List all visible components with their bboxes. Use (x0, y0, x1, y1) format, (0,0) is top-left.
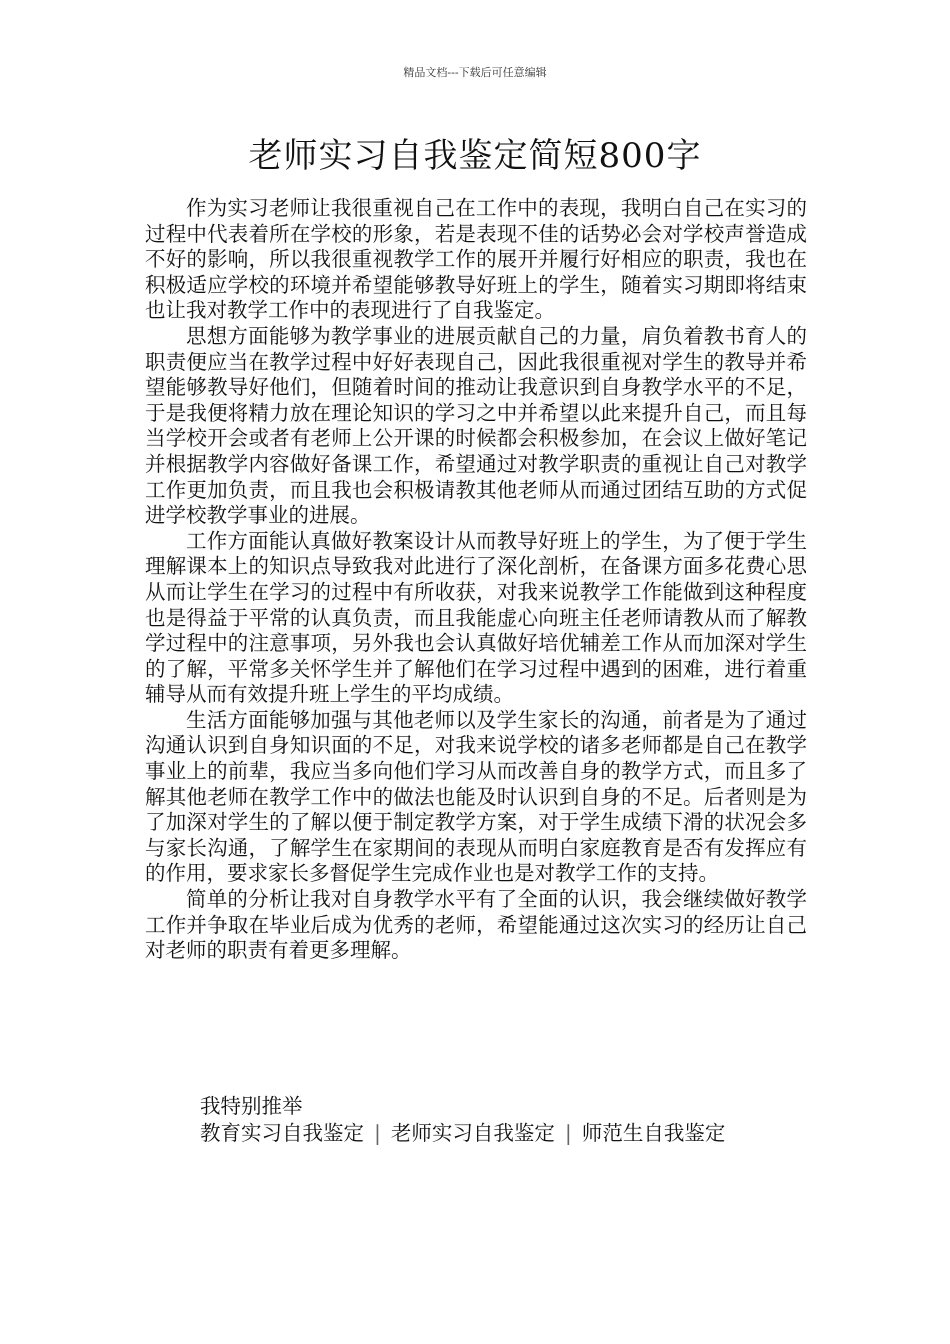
paragraph-life: 生活方面能够加强与其他老师以及学生家长的沟通，前者是为了通过沟通认识到自身知识面的不足，对我来说学校的诸多老师都是自己在教学事业上的前辈，我应当多向他们学习从而改善自身的教学方式，而且多了解其他老师在教学工作中的做法也能及时认识到自身的不足。后者则是为了加深对学生的了解以便于制定教学方案，对于学生成绩下滑的状况会多与家长沟通，了解学生在家期间的表现从而明白家庭教育是否有发挥应有的作用，要求家长多督促学生完成作业也是对教学工作的支持。 (145, 707, 807, 886)
paragraph-thought: 思想方面能够为教学事业的进展贡献自己的力量，肩负着教书育人的职责便应当在教学过程中好好表现自己，因此我很重视对学生的教导并希望能够教导好他们，但随着时间的推动让我意识到自身教学水平的不足，于是我便将精力放在理论知识的学习之中并希望以此来提升自己，而且每当学校开会或者有老师上公开课的时候都会积极参加，在会议上做好笔记并根据教学内容做好备课工作，希望通过对教学职责的重视让自己对教学工作更加负责，而且我也会积极请教其他老师从而通过团结互助的方式促进学校教学事业的进展。 (145, 323, 807, 528)
recommend-link-education-internship[interactable]: 教育实习自我鉴定 (200, 1121, 364, 1145)
header-note: 精品文档---下载后可任意编辑 (403, 66, 547, 79)
document-body (145, 196, 807, 964)
link-separator: | (564, 1121, 572, 1145)
recommend-link-normal-student[interactable]: 师范生自我鉴定 (581, 1121, 726, 1145)
recommend-heading: 我特别推举 (200, 1094, 303, 1118)
link-separator: | (374, 1121, 381, 1145)
paragraph-summary: 简单的分析让我对自身教学水平有了全面的认识，我会继续做好教学工作并争取在毕业后成为优秀的老师，希望能通过这次实习的经历让自己对老师的职责有着更多理解。 (145, 887, 807, 963)
paragraph-work: 工作方面能认真做好教案设计从而教导好班上的学生，为了便于学生理解课本上的知识点导致我对此进行了深化剖析，在备课方面多花费心思从而让学生在学习的过程中有所收获，对我来说教学工作能做到这种程度也是得益于平常的认真负责，而且我能虚心向班主任老师请教从而了解教学过程中的注意事项，另外我也会认真做好培优辅差工作从而加深对学生的了解，平常多关怀学生并了解他们在学习过程中遇到的困难，进行着重辅导从而有效提升班上学生的平均成绩。 (145, 528, 807, 707)
recommend-link-teacher-internship[interactable]: 老师实习自我鉴定 (390, 1121, 555, 1145)
document-title: 老师实习自我鉴定简短800字 (248, 136, 702, 176)
paragraph-intro: 作为实习老师让我很重视自己在工作中的表现，我明白自己在实习的过程中代表着所在学校的形象，若是表现不佳的话势必会对学校声誉造成不好的影响，所以我很重视教学工作的展开并履行好相应的职责，我也在积极适应学校的环境并希望能够教导好班上的学生，随着实习期即将结束也让我对教学工作中的表现进行了自我鉴定。 (145, 196, 807, 323)
recommend-section (200, 1094, 820, 1146)
recommend-links (200, 1121, 820, 1146)
